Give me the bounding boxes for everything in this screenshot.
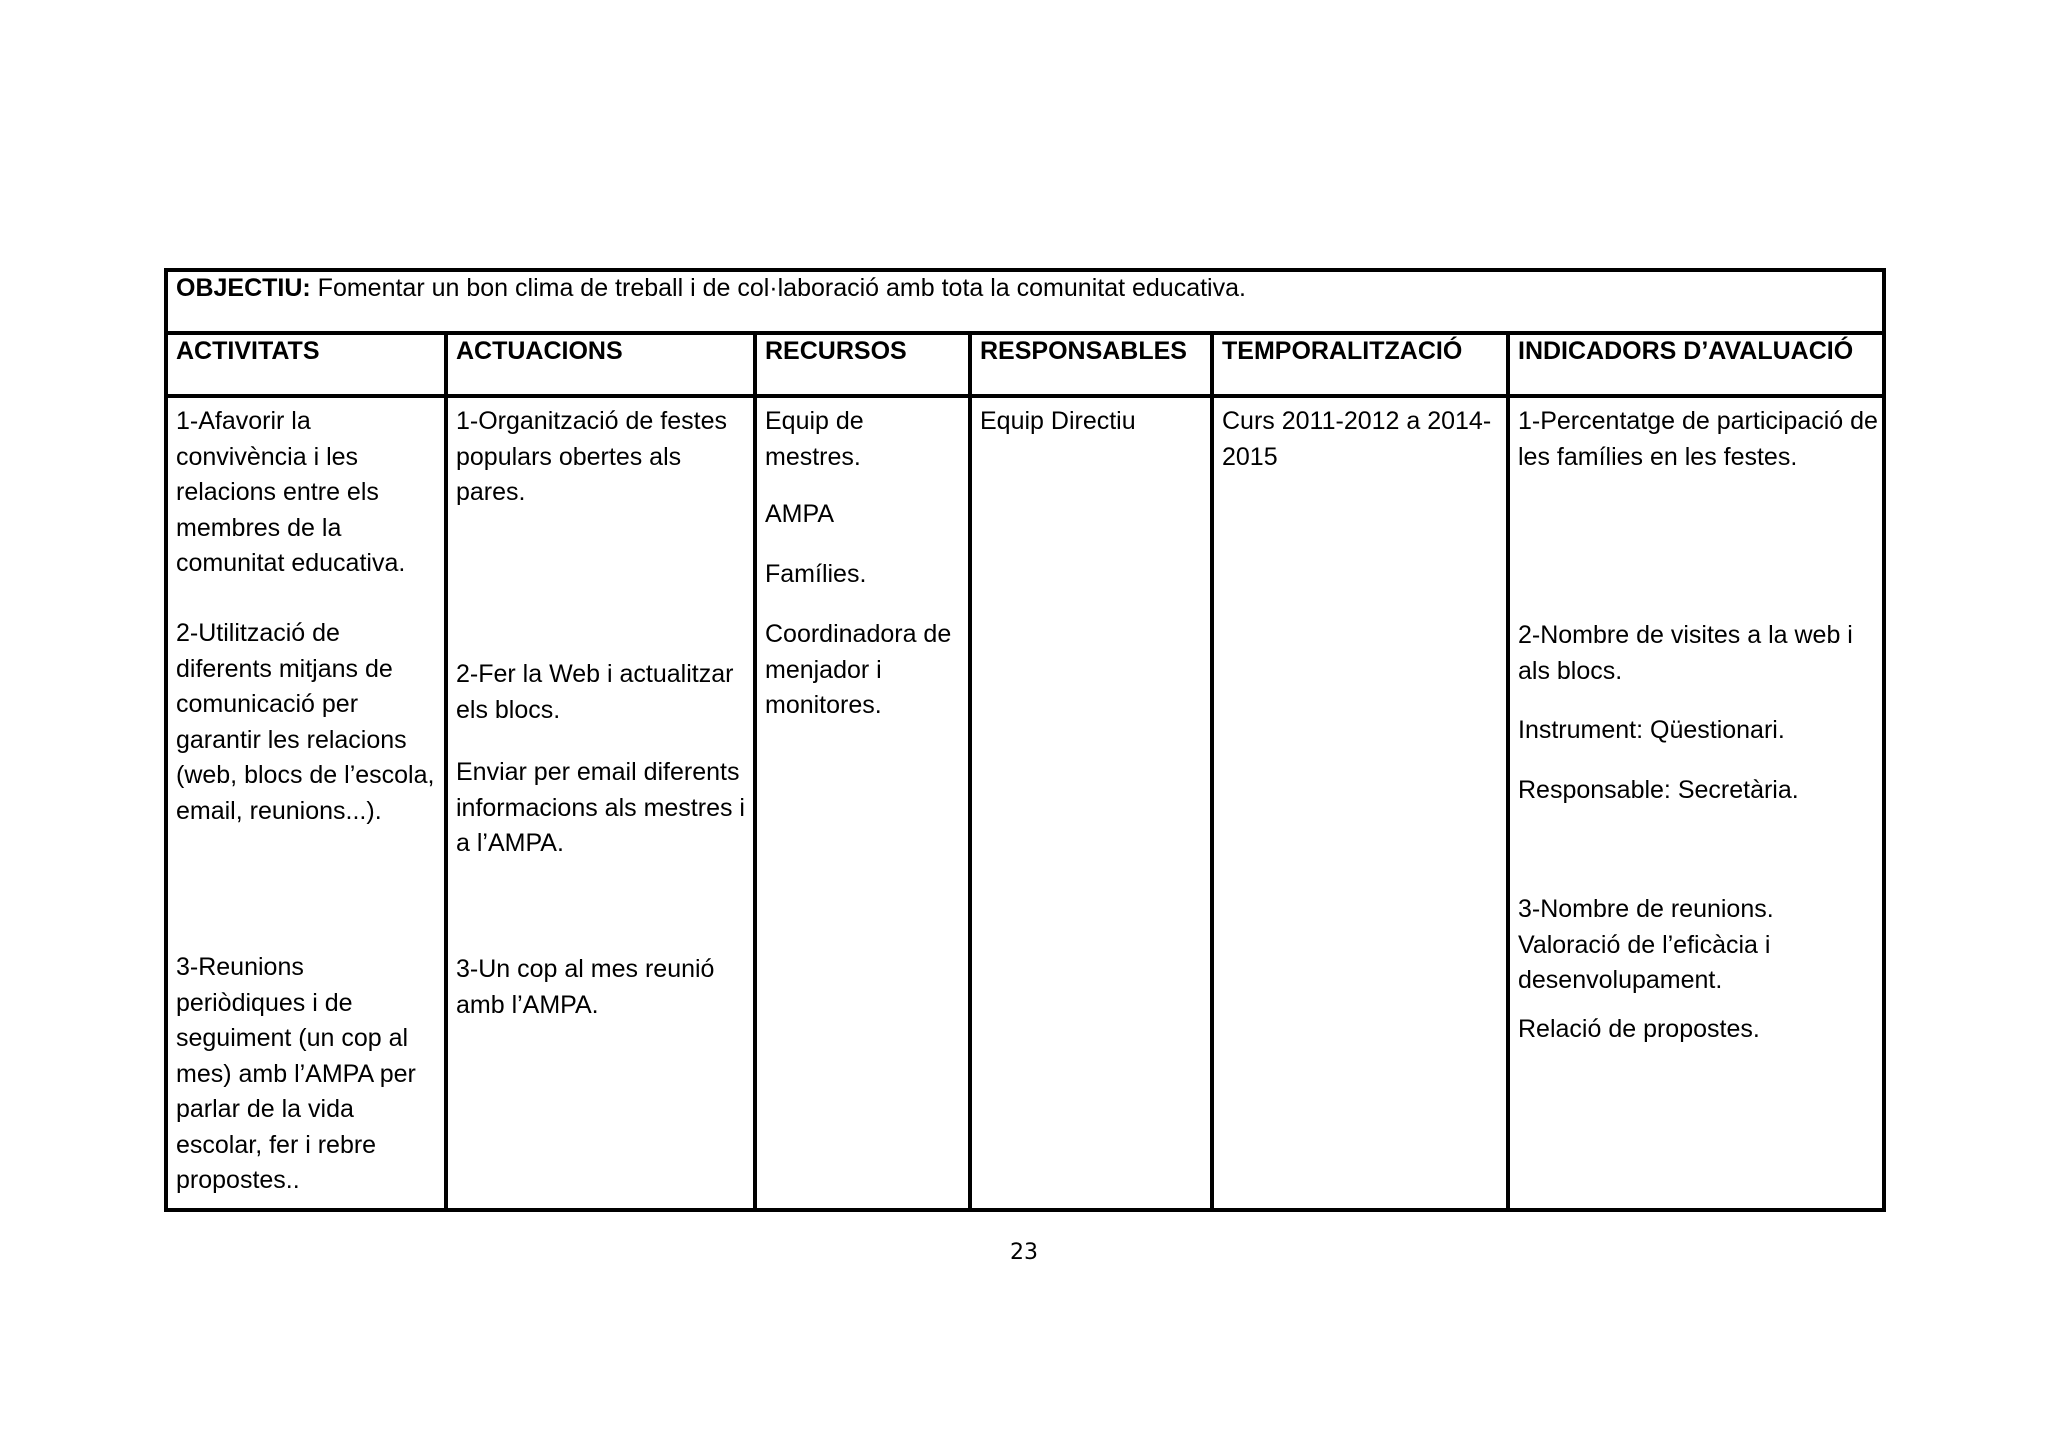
recurs-3: Famílies. [765,560,867,588]
indicador-2-instrument: Instrument: Qüestionari. [1518,716,1785,744]
cell-activitats [168,398,448,1208]
cell-actuacions [448,398,757,1208]
indicador-2: 2-Nombre de visites a la web i als blocs. [1518,621,1853,685]
actuacio-2: 2-Fer la Web i actualitzar els blocs. [456,660,734,724]
indicador-3: 3-Nombre de reunions. Valoració de l’eficàcia i desenvolupament. [1518,895,1774,994]
cell-responsables [972,398,1214,1208]
header-responsables: RESPONSABLES [972,335,1214,394]
actuacio-3: 3-Un cop al mes reunió amb l’AMPA. [456,955,715,1019]
actuacio-2-email: Enviar per email diferents informacions als mestres i a l’AMPA. [456,758,745,857]
activitat-1: 1-Afavorir la convivència i les relacions entre els membres de la comunitat educativa. [176,407,406,577]
objective-label: OBJECTIU: [176,274,311,302]
responsable-1: Equip Directiu [980,407,1136,435]
table-body-row [168,398,1882,1208]
actuacio-1: 1-Organització de festes populars obertes als pares. [456,407,727,506]
cell-indicadors [1510,398,1882,1208]
activitat-3: 3-Reunions periòdiques i de seguiment (un cop al mes) amb l’AMPA per parlar de la vida escolar, fer i rebre propostes.. [176,953,416,1194]
objective-row [168,272,1882,335]
header-recursos: RECURSOS [757,335,972,394]
indicador-2-responsable: Responsable: Secretària. [1518,776,1799,804]
objective-plan-table [164,268,1886,1212]
cell-temporalitzacio [1214,398,1510,1208]
header-indicadors: INDICADORS D’AVALUACIÓ [1518,337,1854,365]
recurs-4: Coordinadora de menjador i monitores. [765,620,952,719]
indicador-1: 1-Percentatge de participació de les famílies en les festes. [1518,407,1878,471]
temporalitzacio-1: Curs 2011-2012 a 2014- 2015 [1222,407,1492,471]
header-temporalitzacio: TEMPORALITZACIÓ [1214,335,1510,394]
recurs-1: Equip de mestres. [765,407,864,471]
page-number: 23 [1010,1240,1038,1265]
header-activitats: ACTIVITATS [168,335,448,394]
indicador-3-propostes: Relació de propostes. [1518,1015,1760,1043]
header-actuacions: ACTUACIONS [448,335,757,394]
objective-text: Fomentar un bon clima de treball i de col·laboració amb tota la comunitat educativa. [310,274,1246,302]
header-row [168,335,1882,398]
activitat-2: 2-Utilització de diferents mitjans de comunicació per garantir les relacions (web, blocs de l’escola, email, reunions...). [176,619,435,825]
cell-recursos [757,398,972,1208]
recurs-2: AMPA [765,500,834,528]
